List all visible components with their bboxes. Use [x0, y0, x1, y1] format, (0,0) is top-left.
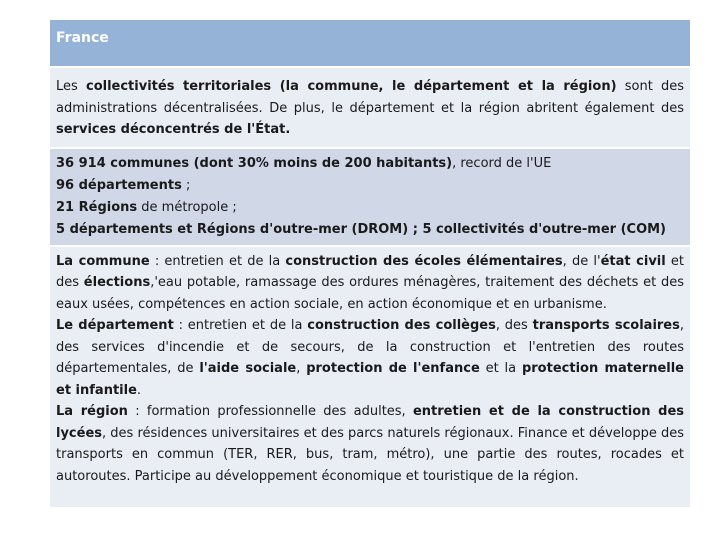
text: de métropole ;	[137, 199, 237, 215]
text: ,'eau potable, ramassage des ordures ménagères, traitement des déchets et des eaux usées, compétences en action sociale, en action économique et en urbanisme.	[56, 275, 685, 312]
table-title: France	[56, 30, 109, 46]
bold-text: 5 départements et Régions d'outre-mer (DROM) ; 5 collectivités d'outre-mer (COM)	[56, 221, 666, 237]
bold-text: Le département	[56, 318, 174, 333]
table-header	[50, 20, 690, 68]
text: et la	[479, 361, 522, 376]
bold-text: 36 914 communes (dont 30% moins de 200 habitants)	[56, 155, 453, 171]
regions-line	[56, 197, 684, 219]
departement-paragraph	[56, 315, 684, 401]
bold-text: construction des écoles élémentaires	[285, 253, 563, 269]
bold-text: entretien et de la construction des lycées	[56, 404, 684, 441]
text: et des	[56, 253, 684, 290]
text: .	[285, 122, 291, 137]
bold-text: collectivités territoriales (la commune, le département et la région)	[85, 79, 617, 94]
departements-line	[56, 175, 684, 197]
text: ;	[181, 177, 191, 193]
bold-text: services déconcentrés de l'État	[56, 122, 286, 137]
bold-text: protection de l'enfance	[306, 361, 480, 376]
text: Les	[56, 79, 86, 94]
bold-text: élections	[83, 275, 151, 290]
text: , des services d'incendie et de secours, de la construction et l'entretien des routes départementales, de	[56, 318, 685, 376]
bold-text: La commune	[56, 253, 150, 269]
bold-text: 21 Régions	[56, 199, 138, 215]
text: , des résidences universitaires et des parcs naturels régionaux. Finance et développe des transports en commun (TER, RER, bus, tram, métro), une partie des routes, rocades et autoroutes. Participe au développement économique et touristique de la région.	[56, 425, 684, 484]
text: : entretien et de la	[149, 253, 286, 269]
bold-text: transports scolaires	[532, 318, 680, 333]
communes-line	[56, 153, 684, 175]
bold-text: l'aide sociale	[199, 361, 297, 376]
text: sont des administrations décentralisées. De plus, le département et la région abritent également des	[56, 79, 685, 116]
outre-mer-line	[56, 219, 684, 241]
bold-text: construction des collèges	[307, 318, 496, 333]
text: : formation professionnelle des adultes,	[127, 404, 413, 419]
text: : entretien et de la	[173, 318, 308, 333]
collectivites-row	[50, 68, 690, 149]
competences-row	[50, 247, 690, 508]
text: .	[136, 382, 142, 398]
statistics-row	[50, 149, 690, 247]
text: , record de l'UE	[452, 155, 552, 171]
bold-text: protection maternelle et infantile	[56, 361, 685, 398]
text: , des	[495, 318, 533, 333]
text: , de l'	[562, 253, 601, 269]
region-paragraph	[56, 401, 684, 487]
text: ,	[296, 361, 307, 376]
bold-text: état civil	[600, 253, 666, 269]
bold-text: 96 départements	[56, 177, 182, 193]
bold-text: La région	[56, 404, 128, 419]
commune-paragraph	[56, 251, 684, 316]
info-table	[50, 20, 690, 507]
